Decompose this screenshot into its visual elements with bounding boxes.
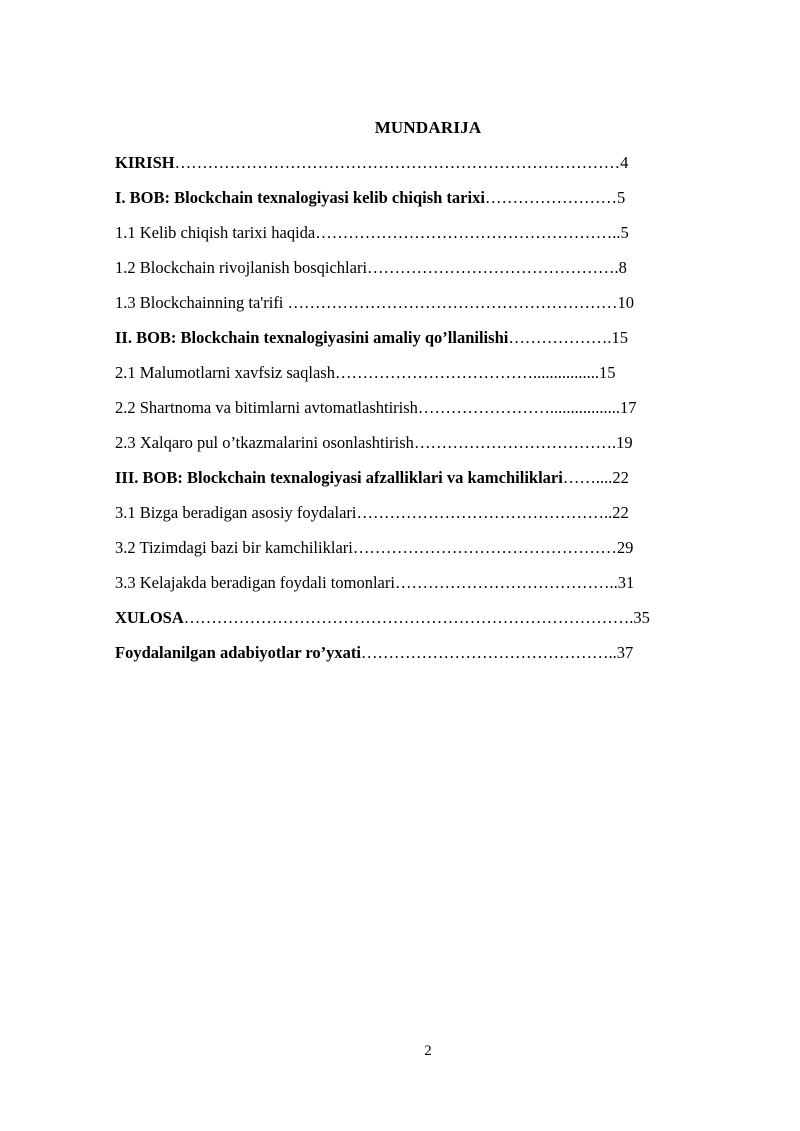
- toc-entry-label: Foydalanilgan adabiyotlar ro’yxati: [115, 643, 362, 662]
- toc-entry-page: 10: [617, 293, 635, 312]
- toc-entry-leader: …………………….................: [417, 398, 621, 417]
- toc-entry-3-2: [115, 535, 715, 570]
- toc-entry-label: KIRISH: [115, 153, 175, 172]
- toc-entry-leader: …………………………………..: [394, 573, 618, 592]
- toc-entry-leader: ……………….: [508, 328, 612, 347]
- toc-entry-leader: ………………………………................: [334, 363, 599, 382]
- toc-entry-leader: …………………………………………: [352, 538, 617, 557]
- toc-entry-leader: ………………………………………..: [361, 643, 617, 662]
- toc-entry-label: 3.3 Kelajakda beradigan foydali tomonlari: [115, 573, 395, 592]
- toc-entry-leader: ………………………………………..: [356, 503, 613, 522]
- toc-entry-2-3: [115, 430, 715, 465]
- toc-entry-label: 3.1 Bizga beradigan asosiy foydalari: [115, 503, 357, 522]
- toc-entry-xulosa: [115, 605, 715, 640]
- toc-entry-page: 37: [616, 643, 634, 662]
- toc-entry-chapter-2: [115, 325, 715, 360]
- toc-heading: MUNDARIJA: [374, 118, 482, 137]
- toc-entry-label: 1.1 Kelib chiqish tarixi haqida: [115, 223, 316, 242]
- toc-entry-label: II. BOB: Blockchain texnalogiyasini amaliy qo’llanilishi: [115, 328, 509, 347]
- toc-entry-leader: ………………………………………………………………………: [174, 153, 621, 172]
- toc-entry-1-2: [115, 255, 715, 290]
- toc-entry-label: 2.2 Shartnoma va bitimlarni avtomatlashtirish: [115, 398, 418, 417]
- toc-entry-2-2: [115, 395, 715, 430]
- toc-entry-page: 8: [618, 258, 627, 277]
- toc-entry-page: 35: [633, 608, 650, 627]
- toc-entry-leader: ……………………………………………………: [287, 293, 618, 312]
- toc-entry-bibliography: [115, 640, 715, 675]
- toc-entry-page: 31: [617, 573, 635, 592]
- toc-entry-3-3: [115, 570, 715, 605]
- toc-entry-kirish: [115, 150, 715, 185]
- toc-entry-page: 17: [620, 398, 637, 417]
- toc-entry-1-3: [115, 290, 715, 325]
- toc-entry-label: 2.3 Xalqaro pul o’tkazmalarini osonlashtirish: [115, 433, 414, 452]
- toc-entry-page: 19: [616, 433, 633, 452]
- toc-entry-page: 4: [620, 153, 629, 172]
- toc-entry-label: I. BOB: Blockchain texnalogiyasi kelib chiqish tarixi: [115, 188, 485, 207]
- toc-entry-page: 22: [612, 503, 629, 522]
- toc-entry-label: 2.1 Malumotlarni xavfsiz saqlash: [115, 363, 335, 382]
- toc-entry-page: 5: [620, 223, 629, 242]
- toc-entry-leader: ……………………: [484, 188, 617, 207]
- toc-entry-leader: ……………………………………….: [367, 258, 619, 277]
- toc-entry-leader: ……………………………………………………………………….: [183, 608, 634, 627]
- toc-entry-page: 22: [612, 468, 629, 487]
- toc-entry-chapter-3: [115, 465, 715, 500]
- toc-entry-page: 5: [616, 188, 626, 207]
- toc-entry-leader: ……………………………….: [413, 433, 617, 452]
- toc-entry-3-1: [115, 500, 715, 535]
- page-number: 2: [424, 1043, 432, 1059]
- toc-entry-label: XULOSA: [115, 608, 184, 627]
- toc-entry-1-1: [115, 220, 715, 255]
- table-of-contents: [115, 150, 715, 675]
- toc-entry-label: 1.2 Blockchain rivojlanish bosqichlari: [115, 258, 368, 277]
- toc-entry-page: 15: [611, 328, 628, 347]
- toc-entry-page: 29: [616, 538, 634, 557]
- toc-entry-leader: ……....: [562, 468, 613, 487]
- toc-entry-2-1: [115, 360, 715, 395]
- toc-entry-page: 15: [598, 363, 616, 382]
- toc-entry-chapter-1: [115, 185, 715, 220]
- toc-entry-label: 1.3 Blockchainning ta'rifi: [115, 293, 288, 312]
- toc-entry-label: 3.2 Tizimdagi bazi bir kamchiliklari: [115, 538, 353, 557]
- toc-entry-leader: ………………………………………………..: [315, 223, 621, 242]
- toc-entry-label: III. BOB: Blockchain texnalogiyasi afzalliklari va kamchiliklari: [115, 468, 563, 487]
